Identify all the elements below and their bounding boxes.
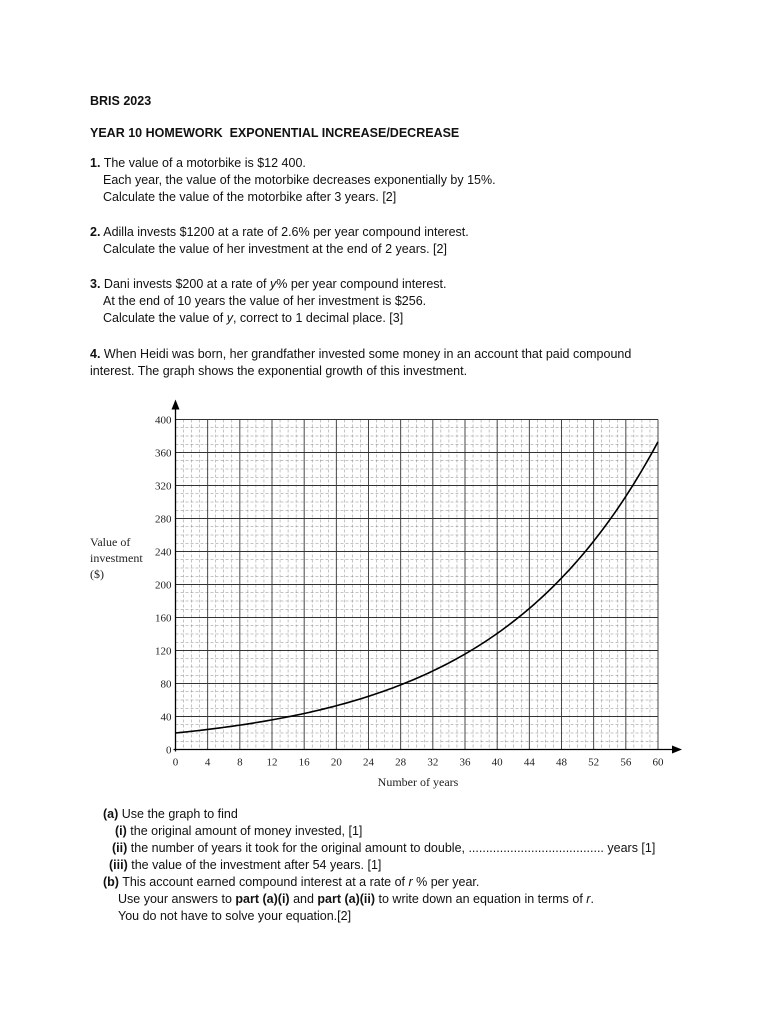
x-tick-label: 44 xyxy=(523,756,535,769)
x-tick-label: 16 xyxy=(298,756,310,769)
part-label: (a) xyxy=(103,807,119,821)
q3-line: At the end of 10 years the value of her investment is $256. xyxy=(103,294,427,308)
part-a-ii-text: the number of years it took for the original amount to double, ....................................... years [1] xyxy=(130,841,656,855)
y-tick-label: 320 xyxy=(155,480,172,493)
page-title: YEAR 10 HOMEWORK EXPONENTIAL INCREASE/DECREASE xyxy=(90,126,460,140)
x-tick-label: 36 xyxy=(459,756,471,769)
y-tick-label: 0 xyxy=(166,744,172,757)
part-label: (iii) xyxy=(109,858,128,872)
q1-number: 1. xyxy=(90,156,101,170)
q1-line: Each year, the value of the motorbike decreases exponentially by 15%. xyxy=(103,173,496,187)
y-tick-label: 280 xyxy=(155,513,172,526)
x-tick-label: 0 xyxy=(172,756,179,769)
y-axis-label: investment xyxy=(90,551,143,565)
x-tick-label: 4 xyxy=(204,756,211,769)
q3-line: % per year compound interest. xyxy=(276,277,447,291)
part-a-text: Use the graph to find xyxy=(121,807,238,821)
q3-number: 3. xyxy=(90,277,101,291)
x-tick-label: 32 xyxy=(427,756,439,769)
part-b-text: and xyxy=(289,892,318,906)
x-tick-label: 20 xyxy=(330,756,342,769)
y-tick-label: 40 xyxy=(160,711,172,724)
q3-line: Calculate the value of xyxy=(103,311,227,325)
part-label: (b) xyxy=(103,875,119,889)
q1-line: Calculate the value of the motorbike after 3 years. [2] xyxy=(103,190,397,204)
x-tick-label: 28 xyxy=(395,756,407,769)
x-tick-label: 48 xyxy=(556,756,567,769)
y-tick-label: 240 xyxy=(155,546,172,559)
q2-line: Calculate the value of her investment at the end of 2 years. [2] xyxy=(103,242,447,256)
x-axis-label: Number of years xyxy=(377,775,459,789)
y-axis-label: ($) xyxy=(90,567,104,581)
q4-line: interest. The graph shows the exponential growth of this investment. xyxy=(90,364,468,378)
part-b-variable: r xyxy=(408,875,413,889)
part-b-text: . xyxy=(590,892,594,906)
q3-variable: y xyxy=(270,277,277,291)
part-reference: part (a)(ii) xyxy=(317,892,376,906)
school-label: BRIS 2023 xyxy=(90,94,152,108)
part-a-i-text: the original amount of money invested, [1] xyxy=(130,824,363,838)
y-tick-label: 360 xyxy=(155,447,172,460)
q3-line: Dani invests $200 at a rate of xyxy=(103,277,270,291)
part-b-variable: r xyxy=(586,892,591,906)
x-tick-label: 40 xyxy=(491,756,503,769)
q3-variable: y xyxy=(226,311,233,325)
part-b-text: You do not have to solve your equation.[2] xyxy=(118,909,352,923)
part-a-iii-text: the value of the investment after 54 years. [1] xyxy=(131,858,382,872)
x-axis-arrow xyxy=(672,746,682,754)
y-axis-label: Value of xyxy=(90,535,131,549)
y-tick-label: 80 xyxy=(160,678,172,691)
q3-line: , correct to 1 decimal place. [3] xyxy=(232,311,404,325)
x-tick-label: 52 xyxy=(588,756,600,769)
x-tick-label: 8 xyxy=(237,756,243,769)
part-b-text: % per year. xyxy=(412,875,480,889)
q2-line: Adilla invests $1200 at a rate of 2.6% per year compound interest. xyxy=(103,225,469,239)
x-tick-label: 12 xyxy=(266,756,278,769)
part-b-text: Use your answers to xyxy=(118,892,236,906)
y-tick-label: 160 xyxy=(155,612,172,625)
part-label: (ii) xyxy=(112,841,128,855)
y-tick-label: 200 xyxy=(155,579,172,592)
q4-number: 4. xyxy=(90,347,101,361)
part-b-text: to write down an equation in terms of xyxy=(375,892,587,906)
tick-labels xyxy=(155,415,664,769)
x-tick-label: 60 xyxy=(652,756,664,769)
y-axis-arrow xyxy=(172,400,180,410)
q4-line: When Heidi was born, her grandfather invested some money in an account that paid compound xyxy=(103,347,632,361)
q1-line: The value of a motorbike is $12 400. xyxy=(103,156,306,170)
part-label: (i) xyxy=(115,824,127,838)
part-b-text: This account earned compound interest at a rate of xyxy=(122,875,409,889)
y-tick-label: 120 xyxy=(155,645,172,658)
y-tick-label: 400 xyxy=(155,414,172,427)
q2-number: 2. xyxy=(90,225,101,239)
part-reference: part (a)(i) xyxy=(235,892,290,906)
x-tick-label: 24 xyxy=(363,756,374,769)
x-tick-label: 56 xyxy=(620,756,632,769)
